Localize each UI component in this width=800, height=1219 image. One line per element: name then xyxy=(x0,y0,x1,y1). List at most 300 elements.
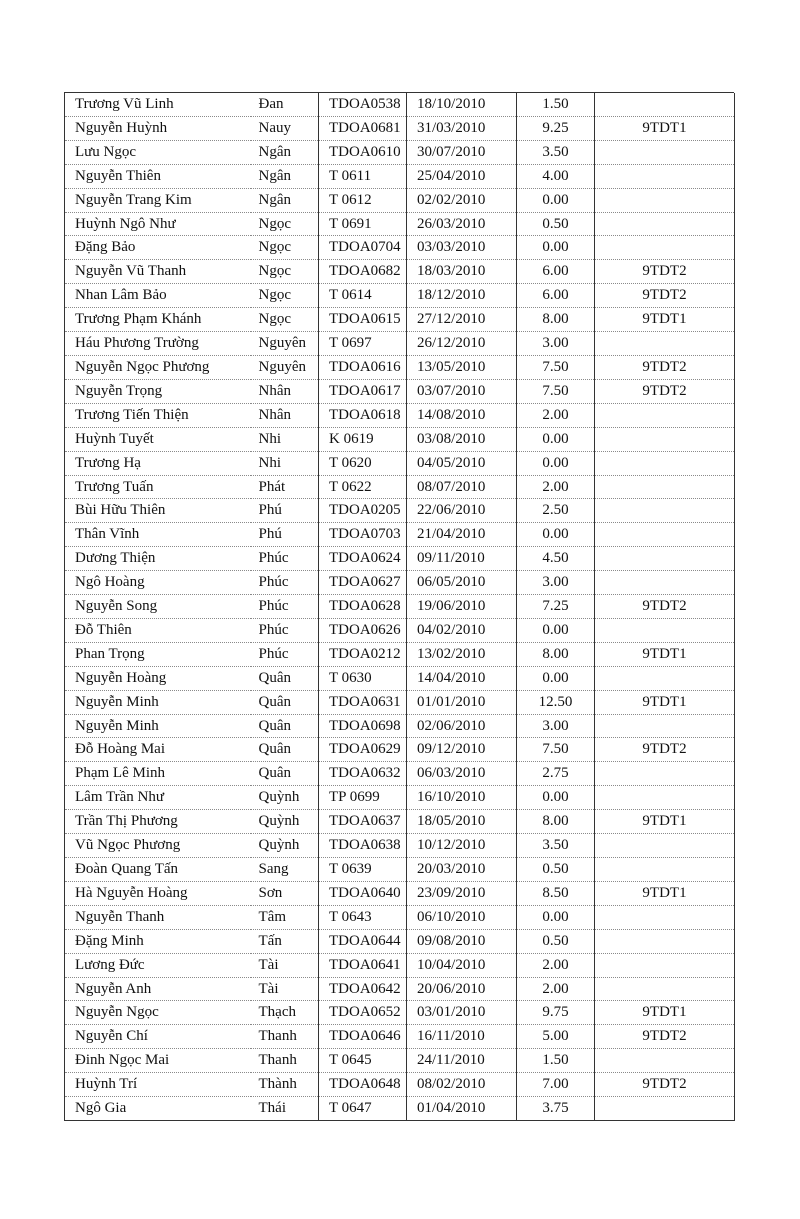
birth-date-cell: 08/02/2010 xyxy=(407,1073,517,1097)
student-code-cell: TDOA0644 xyxy=(319,929,407,953)
birth-date-cell: 19/06/2010 xyxy=(407,595,517,619)
birth-date-cell: 16/10/2010 xyxy=(407,786,517,810)
student-code-cell: TDOA0642 xyxy=(319,977,407,1001)
assigned-class-cell: 9TDT2 xyxy=(595,595,735,619)
score-cell: 2.00 xyxy=(517,403,595,427)
student-last-name-cell: Nguyễn Vũ Thanh xyxy=(65,260,251,284)
birth-date-cell: 21/04/2010 xyxy=(407,523,517,547)
score-cell: 2.75 xyxy=(517,762,595,786)
birth-date-cell: 18/03/2010 xyxy=(407,260,517,284)
student-last-name-cell: Nguyễn Trang Kim xyxy=(65,188,251,212)
assigned-class-cell xyxy=(595,666,735,690)
score-cell: 7.50 xyxy=(517,379,595,403)
assigned-class-cell: 9TDT1 xyxy=(595,116,735,140)
table-row xyxy=(65,1097,735,1121)
student-last-name-cell: Nguyễn Ngọc xyxy=(65,1001,251,1025)
student-first-name-cell: Ngân xyxy=(251,188,319,212)
student-last-name-cell: Huỳnh Ngô Như xyxy=(65,212,251,236)
student-code-cell: TDOA0610 xyxy=(319,140,407,164)
table-row xyxy=(65,93,735,116)
student-last-name-cell: Đinh Ngọc Mai xyxy=(65,1049,251,1073)
student-last-name-cell: Trương Phạm Khánh xyxy=(65,308,251,332)
table-row xyxy=(65,140,735,164)
student-first-name-cell: Phú xyxy=(251,523,319,547)
student-last-name-cell: Ngô Hoàng xyxy=(65,571,251,595)
student-last-name-cell: Đỗ Hoàng Mai xyxy=(65,738,251,762)
birth-date-cell: 10/04/2010 xyxy=(407,953,517,977)
student-code-cell: TDOA0615 xyxy=(319,308,407,332)
score-cell: 3.50 xyxy=(517,834,595,858)
student-first-name-cell: Ngọc xyxy=(251,236,319,260)
student-last-name-cell: Huỳnh Trí xyxy=(65,1073,251,1097)
assigned-class-cell xyxy=(595,547,735,571)
assigned-class-cell: 9TDT1 xyxy=(595,1001,735,1025)
table-row xyxy=(65,212,735,236)
assigned-class-cell: 9TDT2 xyxy=(595,260,735,284)
assigned-class-cell xyxy=(595,905,735,929)
table-row xyxy=(65,379,735,403)
assigned-class-cell: 9TDT1 xyxy=(595,810,735,834)
student-code-cell: TDOA0617 xyxy=(319,379,407,403)
student-code-cell: TDOA0703 xyxy=(319,523,407,547)
student-code-cell: TDOA0652 xyxy=(319,1001,407,1025)
student-code-cell: T 0697 xyxy=(319,332,407,356)
assigned-class-cell xyxy=(595,140,735,164)
assigned-class-cell xyxy=(595,212,735,236)
assigned-class-cell xyxy=(595,1097,735,1121)
table-row xyxy=(65,595,735,619)
student-last-name-cell: Trương Tuấn xyxy=(65,475,251,499)
student-code-cell: TDOA0638 xyxy=(319,834,407,858)
student-last-name-cell: Đoàn Quang Tấn xyxy=(65,858,251,882)
table-row xyxy=(65,547,735,571)
table-row xyxy=(65,977,735,1001)
table-row xyxy=(65,188,735,212)
student-code-cell: TDOA0618 xyxy=(319,403,407,427)
assigned-class-cell: 9TDT2 xyxy=(595,1025,735,1049)
table-row xyxy=(65,953,735,977)
student-last-name-cell: Phạm Lê Minh xyxy=(65,762,251,786)
student-last-name-cell: Đặng Bảo xyxy=(65,236,251,260)
table-row xyxy=(65,499,735,523)
score-cell: 2.00 xyxy=(517,977,595,1001)
student-last-name-cell: Lương Đức xyxy=(65,953,251,977)
score-cell: 2.00 xyxy=(517,475,595,499)
assigned-class-cell: 9TDT2 xyxy=(595,738,735,762)
birth-date-cell: 09/12/2010 xyxy=(407,738,517,762)
table-row xyxy=(65,690,735,714)
student-last-name-cell: Vũ Ngọc Phương xyxy=(65,834,251,858)
student-last-name-cell: Lâm Trần Như xyxy=(65,786,251,810)
table-row xyxy=(65,523,735,547)
table-row xyxy=(65,714,735,738)
birth-date-cell: 08/07/2010 xyxy=(407,475,517,499)
birth-date-cell: 18/12/2010 xyxy=(407,284,517,308)
assigned-class-cell xyxy=(595,523,735,547)
score-cell: 4.00 xyxy=(517,164,595,188)
student-last-name-cell: Dương Thiện xyxy=(65,547,251,571)
student-last-name-cell: Nguyễn Minh xyxy=(65,690,251,714)
score-cell: 0.00 xyxy=(517,427,595,451)
student-last-name-cell: Nguyễn Chí xyxy=(65,1025,251,1049)
table-row xyxy=(65,355,735,379)
birth-date-cell: 03/01/2010 xyxy=(407,1001,517,1025)
table-row xyxy=(65,164,735,188)
student-first-name-cell: Sang xyxy=(251,858,319,882)
assigned-class-cell xyxy=(595,762,735,786)
score-cell: 0.50 xyxy=(517,212,595,236)
student-first-name-cell: Phúc xyxy=(251,571,319,595)
student-last-name-cell: Nguyễn Huỳnh xyxy=(65,116,251,140)
score-cell: 1.50 xyxy=(517,93,595,116)
score-cell: 1.50 xyxy=(517,1049,595,1073)
assigned-class-cell: 9TDT1 xyxy=(595,642,735,666)
student-last-name-cell: Bùi Hữu Thiên xyxy=(65,499,251,523)
assigned-class-cell: 9TDT1 xyxy=(595,881,735,905)
student-first-name-cell: Quỳnh xyxy=(251,834,319,858)
score-cell: 9.75 xyxy=(517,1001,595,1025)
table-row xyxy=(65,284,735,308)
birth-date-cell: 04/02/2010 xyxy=(407,618,517,642)
table-row xyxy=(65,1025,735,1049)
score-cell: 0.00 xyxy=(517,236,595,260)
student-first-name-cell: Quỳnh xyxy=(251,786,319,810)
student-first-name-cell: Ngọc xyxy=(251,308,319,332)
assigned-class-cell xyxy=(595,427,735,451)
student-first-name-cell: Đan xyxy=(251,93,319,116)
score-cell: 3.00 xyxy=(517,714,595,738)
table-row xyxy=(65,642,735,666)
birth-date-cell: 20/06/2010 xyxy=(407,977,517,1001)
student-last-name-cell: Thân Vĩnh xyxy=(65,523,251,547)
student-last-name-cell: Nguyễn Thanh xyxy=(65,905,251,929)
assigned-class-cell xyxy=(595,834,735,858)
birth-date-cell: 03/03/2010 xyxy=(407,236,517,260)
student-code-cell: T 0612 xyxy=(319,188,407,212)
score-table-body xyxy=(65,93,735,1120)
score-cell: 3.00 xyxy=(517,332,595,356)
assigned-class-cell xyxy=(595,236,735,260)
student-code-cell: TDOA0682 xyxy=(319,260,407,284)
table-row xyxy=(65,738,735,762)
birth-date-cell: 02/02/2010 xyxy=(407,188,517,212)
student-first-name-cell: Nhi xyxy=(251,427,319,451)
birth-date-cell: 18/10/2010 xyxy=(407,93,517,116)
student-last-name-cell: Ngô Gia xyxy=(65,1097,251,1121)
student-code-cell: T 0622 xyxy=(319,475,407,499)
birth-date-cell: 01/01/2010 xyxy=(407,690,517,714)
birth-date-cell: 27/12/2010 xyxy=(407,308,517,332)
birth-date-cell: 13/02/2010 xyxy=(407,642,517,666)
student-first-name-cell: Tấn xyxy=(251,929,319,953)
student-code-cell: TDOA0640 xyxy=(319,881,407,905)
student-code-cell: TDOA0628 xyxy=(319,595,407,619)
student-last-name-cell: Nguyễn Hoàng xyxy=(65,666,251,690)
student-first-name-cell: Ngân xyxy=(251,140,319,164)
assigned-class-cell xyxy=(595,929,735,953)
table-row xyxy=(65,308,735,332)
student-last-name-cell: Nguyễn Minh xyxy=(65,714,251,738)
score-cell: 7.50 xyxy=(517,738,595,762)
student-last-name-cell: Phan Trọng xyxy=(65,642,251,666)
score-cell: 3.75 xyxy=(517,1097,595,1121)
assigned-class-cell xyxy=(595,571,735,595)
student-code-cell: T 0614 xyxy=(319,284,407,308)
table-row xyxy=(65,786,735,810)
birth-date-cell: 10/12/2010 xyxy=(407,834,517,858)
birth-date-cell: 16/11/2010 xyxy=(407,1025,517,1049)
score-cell: 7.50 xyxy=(517,355,595,379)
birth-date-cell: 06/05/2010 xyxy=(407,571,517,595)
student-first-name-cell: Tâm xyxy=(251,905,319,929)
score-cell: 6.00 xyxy=(517,284,595,308)
student-code-cell: TDOA0704 xyxy=(319,236,407,260)
student-last-name-cell: Nguyễn Song xyxy=(65,595,251,619)
birth-date-cell: 09/08/2010 xyxy=(407,929,517,953)
score-cell: 0.00 xyxy=(517,618,595,642)
student-last-name-cell: Nguyễn Anh xyxy=(65,977,251,1001)
student-last-name-cell: Trương Hạ xyxy=(65,451,251,475)
student-code-cell: TDOA0641 xyxy=(319,953,407,977)
score-table xyxy=(64,93,735,1121)
table-row xyxy=(65,905,735,929)
birth-date-cell: 09/11/2010 xyxy=(407,547,517,571)
birth-date-cell: 14/04/2010 xyxy=(407,666,517,690)
birth-date-cell: 20/03/2010 xyxy=(407,858,517,882)
assigned-class-cell xyxy=(595,499,735,523)
birth-date-cell: 25/04/2010 xyxy=(407,164,517,188)
score-cell: 8.00 xyxy=(517,810,595,834)
student-code-cell: TDOA0632 xyxy=(319,762,407,786)
table-row xyxy=(65,116,735,140)
table-row xyxy=(65,834,735,858)
student-last-name-cell: Nguyễn Trọng xyxy=(65,379,251,403)
student-first-name-cell: Tài xyxy=(251,977,319,1001)
student-first-name-cell: Ngọc xyxy=(251,212,319,236)
score-cell: 7.25 xyxy=(517,595,595,619)
assigned-class-cell xyxy=(595,164,735,188)
score-cell: 3.00 xyxy=(517,571,595,595)
student-code-cell: TDOA0624 xyxy=(319,547,407,571)
student-last-name-cell: Trương Tiến Thiện xyxy=(65,403,251,427)
student-last-name-cell: Háu Phương Trường xyxy=(65,332,251,356)
score-cell: 8.00 xyxy=(517,308,595,332)
student-code-cell: T 0639 xyxy=(319,858,407,882)
birth-date-cell: 02/06/2010 xyxy=(407,714,517,738)
assigned-class-cell xyxy=(595,451,735,475)
score-cell: 12.50 xyxy=(517,690,595,714)
student-code-cell: TDOA0648 xyxy=(319,1073,407,1097)
student-score-sheet xyxy=(64,93,734,1121)
student-code-cell: TDOA0646 xyxy=(319,1025,407,1049)
student-last-name-cell: Hà Nguyễn Hoàng xyxy=(65,881,251,905)
student-code-cell: TDOA0205 xyxy=(319,499,407,523)
assigned-class-cell xyxy=(595,1049,735,1073)
student-first-name-cell: Nguyên xyxy=(251,332,319,356)
student-code-cell: TDOA0629 xyxy=(319,738,407,762)
student-first-name-cell: Nhân xyxy=(251,379,319,403)
student-first-name-cell: Tài xyxy=(251,953,319,977)
student-first-name-cell: Phúc xyxy=(251,642,319,666)
student-code-cell: TDOA0538 xyxy=(319,93,407,116)
score-cell: 0.00 xyxy=(517,786,595,810)
student-code-cell: TDOA0212 xyxy=(319,642,407,666)
score-cell: 2.50 xyxy=(517,499,595,523)
assigned-class-cell xyxy=(595,403,735,427)
table-row xyxy=(65,475,735,499)
assigned-class-cell: 9TDT1 xyxy=(595,308,735,332)
table-row xyxy=(65,929,735,953)
student-first-name-cell: Phúc xyxy=(251,595,319,619)
student-first-name-cell: Nguyên xyxy=(251,355,319,379)
student-last-name-cell: Nguyễn Thiên xyxy=(65,164,251,188)
table-row xyxy=(65,403,735,427)
student-last-name-cell: Đỗ Thiên xyxy=(65,618,251,642)
birth-date-cell: 31/03/2010 xyxy=(407,116,517,140)
student-code-cell: T 0643 xyxy=(319,905,407,929)
birth-date-cell: 13/05/2010 xyxy=(407,355,517,379)
student-first-name-cell: Ngọc xyxy=(251,284,319,308)
student-last-name-cell: Lưu Ngọc xyxy=(65,140,251,164)
assigned-class-cell xyxy=(595,332,735,356)
score-cell: 0.00 xyxy=(517,523,595,547)
score-cell: 0.50 xyxy=(517,929,595,953)
student-code-cell: T 0630 xyxy=(319,666,407,690)
student-code-cell: T 0647 xyxy=(319,1097,407,1121)
student-first-name-cell: Ngân xyxy=(251,164,319,188)
student-first-name-cell: Quân xyxy=(251,738,319,762)
table-row xyxy=(65,1001,735,1025)
table-row xyxy=(65,762,735,786)
score-cell: 0.00 xyxy=(517,905,595,929)
birth-date-cell: 04/05/2010 xyxy=(407,451,517,475)
student-first-name-cell: Phát xyxy=(251,475,319,499)
student-last-name-cell: Huỳnh Tuyết xyxy=(65,427,251,451)
score-cell: 3.50 xyxy=(517,140,595,164)
birth-date-cell: 24/11/2010 xyxy=(407,1049,517,1073)
student-first-name-cell: Quân xyxy=(251,714,319,738)
student-code-cell: T 0691 xyxy=(319,212,407,236)
assigned-class-cell xyxy=(595,786,735,810)
birth-date-cell: 30/07/2010 xyxy=(407,140,517,164)
student-first-name-cell: Quỳnh xyxy=(251,810,319,834)
student-first-name-cell: Quân xyxy=(251,690,319,714)
score-cell: 2.00 xyxy=(517,953,595,977)
assigned-class-cell xyxy=(595,858,735,882)
student-code-cell: TDOA0698 xyxy=(319,714,407,738)
score-cell: 7.00 xyxy=(517,1073,595,1097)
assigned-class-cell: 9TDT2 xyxy=(595,355,735,379)
score-cell: 4.50 xyxy=(517,547,595,571)
table-row xyxy=(65,1049,735,1073)
score-cell: 0.00 xyxy=(517,188,595,212)
birth-date-cell: 18/05/2010 xyxy=(407,810,517,834)
table-row xyxy=(65,858,735,882)
student-code-cell: T 0645 xyxy=(319,1049,407,1073)
student-first-name-cell: Thạch xyxy=(251,1001,319,1025)
table-row xyxy=(65,618,735,642)
student-code-cell: TP 0699 xyxy=(319,786,407,810)
student-first-name-cell: Quân xyxy=(251,762,319,786)
student-first-name-cell: Thái xyxy=(251,1097,319,1121)
birth-date-cell: 26/12/2010 xyxy=(407,332,517,356)
student-first-name-cell: Nhi xyxy=(251,451,319,475)
student-code-cell: T 0611 xyxy=(319,164,407,188)
student-last-name-cell: Trương Vũ Linh xyxy=(65,93,251,116)
student-first-name-cell: Phúc xyxy=(251,618,319,642)
assigned-class-cell: 9TDT2 xyxy=(595,1073,735,1097)
table-row xyxy=(65,260,735,284)
birth-date-cell: 23/09/2010 xyxy=(407,881,517,905)
student-last-name-cell: Trần Thị Phương xyxy=(65,810,251,834)
student-first-name-cell: Thanh xyxy=(251,1049,319,1073)
student-first-name-cell: Ngọc xyxy=(251,260,319,284)
assigned-class-cell: 9TDT1 xyxy=(595,690,735,714)
student-last-name-cell: Đặng Minh xyxy=(65,929,251,953)
student-first-name-cell: Sơn xyxy=(251,881,319,905)
assigned-class-cell xyxy=(595,93,735,116)
assigned-class-cell xyxy=(595,188,735,212)
student-first-name-cell: Quân xyxy=(251,666,319,690)
student-first-name-cell: Thành xyxy=(251,1073,319,1097)
student-first-name-cell: Nhân xyxy=(251,403,319,427)
student-code-cell: TDOA0681 xyxy=(319,116,407,140)
student-last-name-cell: Nhan Lâm Bảo xyxy=(65,284,251,308)
birth-date-cell: 06/10/2010 xyxy=(407,905,517,929)
table-row xyxy=(65,666,735,690)
score-cell: 9.25 xyxy=(517,116,595,140)
student-code-cell: K 0619 xyxy=(319,427,407,451)
birth-date-cell: 01/04/2010 xyxy=(407,1097,517,1121)
birth-date-cell: 03/07/2010 xyxy=(407,379,517,403)
student-code-cell: TDOA0626 xyxy=(319,618,407,642)
score-cell: 8.50 xyxy=(517,881,595,905)
birth-date-cell: 03/08/2010 xyxy=(407,427,517,451)
student-last-name-cell: Nguyễn Ngọc Phương xyxy=(65,355,251,379)
table-row xyxy=(65,571,735,595)
assigned-class-cell xyxy=(595,714,735,738)
student-code-cell: TDOA0631 xyxy=(319,690,407,714)
student-first-name-cell: Thanh xyxy=(251,1025,319,1049)
birth-date-cell: 26/03/2010 xyxy=(407,212,517,236)
score-cell: 6.00 xyxy=(517,260,595,284)
student-code-cell: TDOA0637 xyxy=(319,810,407,834)
assigned-class-cell xyxy=(595,977,735,1001)
student-code-cell: TDOA0627 xyxy=(319,571,407,595)
birth-date-cell: 06/03/2010 xyxy=(407,762,517,786)
score-cell: 0.50 xyxy=(517,858,595,882)
student-first-name-cell: Phú xyxy=(251,499,319,523)
student-code-cell: T 0620 xyxy=(319,451,407,475)
score-cell: 0.00 xyxy=(517,666,595,690)
table-row xyxy=(65,810,735,834)
assigned-class-cell xyxy=(595,953,735,977)
score-cell: 0.00 xyxy=(517,451,595,475)
assigned-class-cell: 9TDT2 xyxy=(595,284,735,308)
assigned-class-cell xyxy=(595,475,735,499)
score-cell: 5.00 xyxy=(517,1025,595,1049)
table-row xyxy=(65,236,735,260)
assigned-class-cell: 9TDT2 xyxy=(595,379,735,403)
table-row xyxy=(65,451,735,475)
table-row xyxy=(65,332,735,356)
table-row xyxy=(65,427,735,451)
birth-date-cell: 22/06/2010 xyxy=(407,499,517,523)
student-first-name-cell: Nauy xyxy=(251,116,319,140)
student-code-cell: TDOA0616 xyxy=(319,355,407,379)
student-first-name-cell: Phúc xyxy=(251,547,319,571)
birth-date-cell: 14/08/2010 xyxy=(407,403,517,427)
